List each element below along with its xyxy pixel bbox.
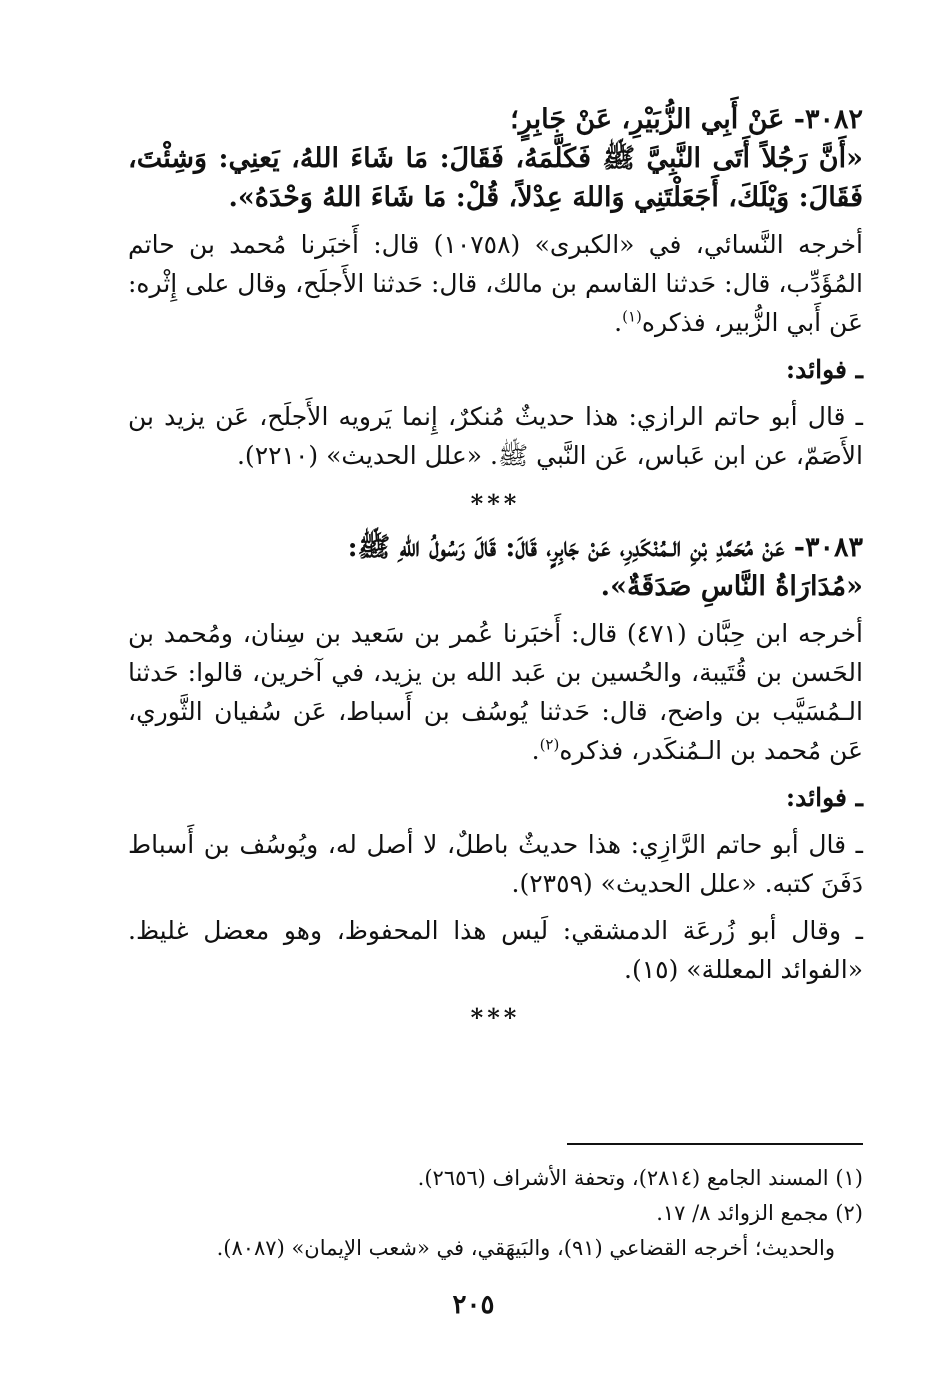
hadith-3082-takhrij [128, 225, 863, 342]
sentence-end: . [614, 308, 623, 337]
footnote-marker-2[interactable]: (٢) [539, 735, 560, 754]
takhrij-text: أخرجه النَّسائي، في «الكبرى» (١٠٧٥٨) قال: أَخبَرنا مُحمد بن حاتم المُؤَدِّب، قال: حَدثنا القاسم بن مالك، قال: حَدثنا الأَجلَح، وقال على إِثْره: عَن أَبي الزُّبير، فذكره [128, 230, 864, 337]
footnote-1: (١) المسند الجامع (٢٨١٤)، وتحفة الأشراف (٢٦٥٦). [417, 1166, 863, 1190]
section-separator: *** [470, 489, 521, 518]
footnotes [128, 1162, 863, 1267]
footnote-2: (٢) مجمع الزوائد ٨/ ١٧. [656, 1201, 863, 1225]
hadith-3082-header: ٣٠٨٢- عَنْ أَبِي الزُّبَيْرِ، عَنْ جَابِرٍ؛ [510, 104, 863, 135]
footnote-marker-1[interactable]: (١) [622, 307, 642, 326]
hadith-3082-matn: «أَنَّ رَجُلاً أَتَى النَّبِيَّ ﷺ فَكَلَّمَهُ، فَقَالَ: مَا شَاءَ اللهُ، يَعنِي: وَشِئْتَ، فَقَالَ: وَيْلَكَ، أَجَعَلْتَنِي وَاللهَ عِدْلاً، قُلْ: مَا شَاءَ اللهُ وَحْدَهُ». [128, 143, 863, 213]
footnote-2-continuation: والحديث؛ أخرجه القضاعي (٩١)، والبَيهَقي، في «شعب الإيمان» (٨٠٨٧). [216, 1236, 835, 1260]
hadith-3083-header: ٣٠٨٣- عَنْ مُحَمَّدِ بْنِ الـمُنْكَدِرِ، عَنْ جَابِرٍ، قَالَ: قَالَ رَسُولُ اللهِ ﷺ: [347, 532, 863, 563]
section-separator: *** [470, 1003, 521, 1032]
hadith-3083-matn: «مُدَارَاةُ النَّاسِ صَدَقَةٌ». [600, 571, 863, 602]
fawaid-label: ـ فوائد: [785, 355, 863, 384]
page-number: ٢٠٥ [452, 1290, 495, 1320]
footnote-divider [567, 1143, 863, 1145]
hadith-3083-takhrij [128, 614, 863, 770]
fawaid-item: ـ قال أبو حاتم الرَّازِي: هذا حديثٌ باطلٌ، لا أصل له، ويُوسُف بن أَسباط دَفَنَ كتبه. «علل الحديث» (٢٣٥٩). [128, 830, 863, 898]
takhrij-text: أخرجه ابن حِبَّان (٤٧١) قال: أَخبَرنا عُمر بن سَعيد بن سِنان، ومُحمد بن الحَسن بن قُتَيبة، والحُسين بن عَبد الله بن يزيد، في آخرين، قالوا: حَدثنا الـمُسَيَّب بن واضح، قال: حَدثنا يُوسُف بن أَسباط، عَن سُفيان الثَّوري، عَن مُحمد بن الـمُنكَدر، فذكره [128, 619, 863, 765]
fawaid-item: ـ وقال أبو زُرعَة الدمشقي: لَيس هذا المحفوظ، وهو معضل غليظ. «الفوائد المعللة» (١٥). [128, 916, 863, 984]
sentence-end: . [531, 736, 540, 765]
fawaid-item: ـ قال أبو حاتم الرازي: هذا حديثٌ مُنكرٌ، إِنما يَرويه الأَجلَح، عَن يزيد بن الأَصَمّ، عن ابن عَباس، عَن النَّبي ﷺ. «علل الحديث» (٢٢١٠). [128, 402, 863, 470]
fawaid-label: ـ فوائد: [785, 783, 863, 812]
